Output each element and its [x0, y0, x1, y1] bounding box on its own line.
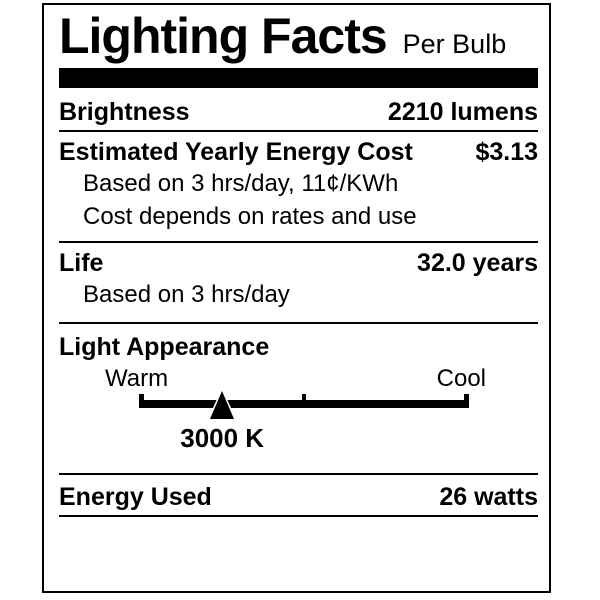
energy-used-label: Energy Used [59, 482, 212, 511]
label-header [59, 5, 538, 68]
label-title: Lighting Facts [59, 8, 387, 64]
brightness-label: Brightness [59, 97, 190, 126]
warm-cool-scale [59, 362, 538, 463]
energy-used-value: 26 watts [439, 482, 538, 511]
label-subtitle: Per Bulb [402, 29, 507, 59]
life-note-basis: Based on 3 hrs/day [83, 281, 290, 308]
light-appearance-label: Light Appearance [59, 333, 270, 361]
light-appearance-section [59, 332, 538, 475]
life-label: Life [59, 249, 104, 277]
header-divider-bar [59, 68, 538, 88]
life-row [59, 248, 538, 278]
color-temp-marker-triangle-icon [210, 391, 234, 419]
scale-bar [139, 400, 469, 408]
scale-track [139, 394, 469, 456]
cool-label: Cool [436, 365, 486, 392]
lighting-facts-label [42, 3, 551, 593]
life-value: 32.0 years [417, 249, 538, 277]
energy-used-row [59, 475, 538, 517]
energy-cost-section [59, 137, 538, 243]
brightness-row [59, 88, 538, 132]
warm-label: Warm [105, 365, 169, 392]
energy-cost-note-basis: Based on 3 hrs/day, 11¢/KWh [83, 170, 399, 197]
energy-cost-note-disclaimer: Cost depends on rates and use [83, 203, 417, 230]
energy-cost-value: $3.13 [475, 138, 538, 166]
kelvin-value: 3000 K [180, 423, 265, 453]
energy-cost-row [59, 137, 538, 167]
life-section [59, 248, 538, 324]
energy-cost-label: Estimated Yearly Energy Cost [59, 138, 413, 166]
brightness-value: 2210 lumens [387, 97, 538, 126]
